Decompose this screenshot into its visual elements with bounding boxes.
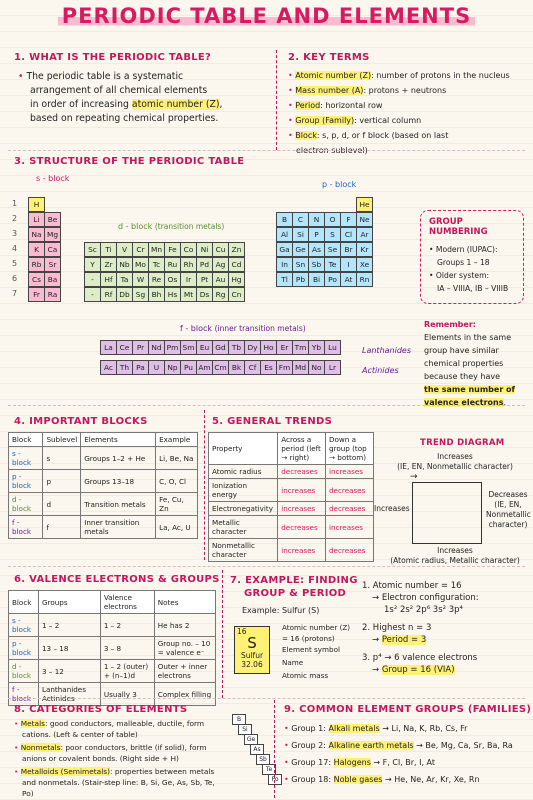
element-cell: Po [324, 272, 341, 287]
element-cell: - [84, 287, 101, 302]
metalloid-cell: Te [262, 764, 276, 775]
element-cell: Lr [324, 360, 341, 375]
period-number: 7 [12, 289, 18, 298]
element-cell: Sn [292, 257, 309, 272]
element-cell: V [116, 242, 133, 257]
metalloid-cell: Si [238, 724, 252, 735]
lanthanides-label: Lanthanides [362, 346, 411, 355]
element-cell: Eu [196, 340, 213, 355]
element-cell: La [100, 340, 117, 355]
element-cell: Hg [228, 272, 245, 287]
element-cell: Br [340, 242, 357, 257]
element-cell: Rf [100, 287, 117, 302]
element-cell: Es [260, 360, 277, 375]
element-cell: As [308, 242, 325, 257]
section-1-header: 1. WHAT IS THE PERIODIC TABLE? [14, 52, 212, 63]
element-cell: Ac [100, 360, 117, 375]
element-cell: Md [292, 360, 309, 375]
list-item: • Group 1: Alkali metals → Li, Na, K, Rb, Cs, Fr [284, 724, 468, 733]
element-cell: Cl [340, 227, 357, 242]
element-cell: W [132, 272, 149, 287]
element-cell: Y [84, 257, 101, 272]
table-row: d - block d Transition metals Fe, Cu, Zn [9, 493, 198, 516]
period-number: 5 [12, 259, 18, 268]
element-cell: Bi [308, 272, 325, 287]
element-cell: Dy [244, 340, 261, 355]
trend-diagram-box [412, 482, 482, 544]
section-9-header: 9. COMMON ELEMENT GROUPS (FAMILIES) [284, 704, 532, 715]
element-cell: Am [196, 360, 213, 375]
period-number: 4 [12, 244, 18, 253]
element-cell: Gd [212, 340, 229, 355]
element-cell: Os [164, 272, 181, 287]
element-cell: Cn [228, 287, 245, 302]
section-3-header: 3. STRUCTURE OF THE PERIODIC TABLE [14, 156, 245, 167]
trend-left-label: Increases [374, 504, 410, 513]
section-8-header: 8. CATEGORIES OF ELEMENTS [14, 704, 188, 715]
element-cell: No [308, 360, 325, 375]
table-row: Metallic character decreases increases [209, 516, 374, 539]
element-cell: K [28, 242, 45, 257]
categories-list: • Metals: good conductors, malleable, ductile, form cations. (Left & center of table) • Nonmetals: poor conductors, brittle (if solid), form anions or covalent bonds. (Right side + H) • Metalloids (Semimetals): properties between metals and nonmetals. (Stair-step line: B, Si, Ge, As, Sb, Te, Po) [14, 719, 215, 798]
example-label: Example: Sulfur (S) [242, 606, 320, 615]
table-row: Electronegativity increases decreases [209, 502, 374, 516]
element-cell: Db [116, 287, 133, 302]
element-cell: Ce [116, 340, 133, 355]
metalloid-cell: Ge [244, 734, 258, 745]
element-card-legend: Atomic number (Z) = 16 (protons) Element symbol Name Atomic mass [282, 623, 351, 680]
list-item: • Group 17: Halogens → F, Cl, Br, I, At [284, 758, 436, 767]
element-cell: Ne [356, 212, 373, 227]
metalloid-cell: As [250, 744, 264, 755]
element-cell: Er [276, 340, 293, 355]
element-cell: U [148, 360, 165, 375]
element-groups-list [284, 720, 530, 788]
element-cell: Si [292, 227, 309, 242]
key-terms-list: • Atomic number (Z): number of protons in the nucleus • Mass number (A): protons + neutrons • Period: horizontal row • Group (Family): vertical column • Block: s, p, d, or f block (based on last electron sublevel) [288, 71, 510, 155]
element-cell: Ar [356, 227, 373, 242]
element-cell: Sm [180, 340, 197, 355]
element-cell: Rg [212, 287, 229, 302]
element-cell: Ba [44, 272, 61, 287]
group-numbering-box: GROUP NUMBERING • Modern (IUPAC): Groups 1 – 18 • Older system: IA – VIIIA, IB – VIIIB [420, 210, 524, 304]
element-cell: Kr [356, 242, 373, 257]
element-cell: Xe [356, 257, 373, 272]
element-cell: Bh [148, 287, 165, 302]
divider [276, 50, 277, 150]
element-cell: - [84, 272, 101, 287]
element-cell: Pt [196, 272, 213, 287]
element-cell: Ge [292, 242, 309, 257]
f-block-label: f - block (inner transition metals) [180, 324, 306, 333]
element-cell: Tl [276, 272, 293, 287]
element-cell: Tb [228, 340, 245, 355]
divider [222, 570, 223, 698]
element-cell: B [276, 212, 293, 227]
divider [8, 405, 525, 406]
element-cell: Cd [228, 257, 245, 272]
element-cell: Fe [164, 242, 181, 257]
table-row: Atomic radius decreases increases [209, 465, 374, 479]
element-cell: Zn [228, 242, 245, 257]
trends-table: Property Across a period (left → right) Down a group (top → bottom) Atomic radius decreases increases Ionization energy increases decreases Electronegativity increases decreases Metallic character decreases increases Nonmetallic character increases decreases [208, 432, 374, 562]
element-cell: I [340, 257, 357, 272]
element-cell: Pa [132, 360, 149, 375]
element-cell: Na [28, 227, 45, 242]
element-cell: Cu [212, 242, 229, 257]
section-4-header: 4. IMPORTANT BLOCKS [14, 416, 148, 427]
element-cell: Ti [100, 242, 117, 257]
table-row: Ionization energy increases decreases [209, 479, 374, 502]
trend-bottom-label: Increases (Atomic radius, Metallic character) [390, 546, 520, 565]
element-cell: Ir [180, 272, 197, 287]
element-cell: Sb [308, 257, 325, 272]
section-2-header: 2. KEY TERMS [288, 52, 370, 63]
d-block-label: d - block (transition metals) [118, 222, 225, 231]
element-cell: Rh [180, 257, 197, 272]
element-cell: F [340, 212, 357, 227]
element-cell: Ru [164, 257, 181, 272]
table-row: f - block f Inner transition metals La, Ac, U [9, 516, 198, 539]
trend-top-label: Increases (IE, EN, Nonmetallic character) [397, 452, 513, 471]
element-cell: Pu [180, 360, 197, 375]
element-cell: Np [164, 360, 181, 375]
element-cell: Li [28, 212, 45, 227]
table-row: f - block Lanthanides Actinides Usually 3 Complex filling [9, 683, 216, 706]
element-cell: At [340, 272, 357, 287]
metalloid-cell: Po [268, 774, 282, 785]
element-cell: Cm [212, 360, 229, 375]
period-number: 6 [12, 274, 18, 283]
element-cell: Pb [292, 272, 309, 287]
element-cell: Sc [84, 242, 101, 257]
element-cell: Mt [180, 287, 197, 302]
list-item: • Group 18: Noble gases → He, Ne, Ar, Kr, Xe, Rn [284, 775, 480, 784]
element-cell: Rn [356, 272, 373, 287]
arrow-right: → [410, 472, 418, 482]
element-cell: Ag [212, 257, 229, 272]
period-number: 3 [12, 229, 18, 238]
element-cell: C [292, 212, 309, 227]
element-cell: Mo [132, 257, 149, 272]
element-cell: Sr [44, 257, 61, 272]
element-cell: In [276, 257, 293, 272]
table-row: p - block 13 – 18 3 – 8 Group no. – 10 = valence e⁻ [9, 637, 216, 660]
divider [8, 566, 525, 567]
divider [274, 700, 275, 798]
page-title: PERIODIC TABLE AND ELEMENTS [0, 4, 533, 28]
blocks-table: Block Sublevel Elements Example s - block s Groups 1–2 + He Li, Be, Na p - block p Groups 13–18 C, O, Cl d - block d Transition metals Fe, Cu, Zn f - block f Inner transition metals La, Ac, U [8, 432, 198, 539]
element-cell: Mn [148, 242, 165, 257]
element-cell: Ta [116, 272, 133, 287]
element-cell: H [28, 197, 45, 212]
divider [8, 698, 525, 699]
table-row: s - block 1 – 2 1 – 2 He has 2 [9, 614, 216, 637]
element-cell: O [324, 212, 341, 227]
element-cell: Ga [276, 242, 293, 257]
table-row: Nonmetallic character increases decreases [209, 539, 374, 562]
table-row: d - block 3 – 12 1 – 2 (outer) + (n–1)d Outer + inner electrons [9, 660, 216, 683]
divider [8, 150, 525, 151]
element-cell: Nb [116, 257, 133, 272]
metalloid-cell: B [232, 714, 246, 725]
element-cell: Tc [148, 257, 165, 272]
period-number: 1 [12, 199, 18, 208]
element-cell: Hf [100, 272, 117, 287]
element-cell: Cr [132, 242, 149, 257]
element-cell: He [356, 197, 373, 212]
element-cell: Cf [244, 360, 261, 375]
metalloid-cell: Sb [256, 754, 270, 765]
element-cell: Co [180, 242, 197, 257]
s-block-label: s - block [36, 174, 70, 183]
section-5-header: 5. GENERAL TRENDS [212, 416, 333, 427]
element-cell: Au [212, 272, 229, 287]
period-number: 2 [12, 214, 18, 223]
element-cell: Rb [28, 257, 45, 272]
element-cell: P [308, 227, 325, 242]
sulfur-steps: 1. Atomic number = 16 → Electron configuration: 1s² 2s² 2p⁶ 3s² 3p⁴ 2. Highest n = 3 → Period = 3 3. p⁴ → 6 valence electrons → Group = 16 (VIA) [362, 581, 479, 675]
element-cell: N [308, 212, 325, 227]
element-cell: Yb [308, 340, 325, 355]
p-block-label: p - block [322, 180, 357, 189]
element-cell: Be [44, 212, 61, 227]
table-row: p - block p Groups 13–18 C, O, Cl [9, 470, 198, 493]
element-cell: Pm [164, 340, 181, 355]
element-cell: Nd [148, 340, 165, 355]
element-cell: Fm [276, 360, 293, 375]
valence-table: Block Groups Valence electrons Notes s - block 1 – 2 1 – 2 He has 2 p - block 13 – 18 3 – 8 Group no. – 10 = valence e⁻ d - block 3 – 12 1 – 2 (outer) + (n–1)d Outer + inner electrons f - block Lanthanides Actinides Usually 3 Complex filling [8, 590, 216, 706]
element-cell: Lu [324, 340, 341, 355]
element-cell: Cs [28, 272, 45, 287]
sulfur-element-card: 16 S Sulfur 32.06 [234, 626, 270, 674]
element-cell: Bk [228, 360, 245, 375]
element-cell: Zr [100, 257, 117, 272]
element-cell: Pr [132, 340, 149, 355]
section-1-text: • The periodic table is a systematic arrangement of all chemical elements in order of increasing atomic number (Z), based on repeating chemical properties. [18, 71, 223, 124]
element-cell: Tm [292, 340, 309, 355]
list-item: • Group 2: Alkaline earth metals → Be, Mg, Ca, Sr, Ba, Ra [284, 741, 513, 750]
section-6-header: 6. VALENCE ELECTRONS & GROUPS [14, 574, 220, 585]
table-row: s - block s Groups 1–2 + He Li, Be, Na [9, 447, 198, 470]
element-cell: S [324, 227, 341, 242]
element-cell: Ca [44, 242, 61, 257]
element-cell: Sg [132, 287, 149, 302]
element-cell: Fr [28, 287, 45, 302]
element-cell: Ds [196, 287, 213, 302]
actinides-label: Actinides [362, 366, 399, 375]
divider [204, 410, 205, 560]
element-cell: Th [116, 360, 133, 375]
element-cell: Te [324, 257, 341, 272]
element-cell: Hs [164, 287, 181, 302]
element-cell: Al [276, 227, 293, 242]
element-cell: Pd [196, 257, 213, 272]
element-cell: Mg [44, 227, 61, 242]
element-cell: Ra [44, 287, 61, 302]
trend-right-label: Decreases (IE, EN, Nonmetallic character) [486, 490, 531, 529]
element-cell: Se [324, 242, 341, 257]
remember-note: Remember: Elements in the same group have similar chemical properties because they have the same number of valence electrons. [424, 320, 516, 407]
element-cell: Re [148, 272, 165, 287]
section-7-header: 7. EXAMPLE: FINDING GROUP & PERIOD [230, 575, 358, 599]
trend-diagram-title: TREND DIAGRAM [420, 438, 505, 448]
element-cell: Ni [196, 242, 213, 257]
element-cell: Ho [260, 340, 277, 355]
